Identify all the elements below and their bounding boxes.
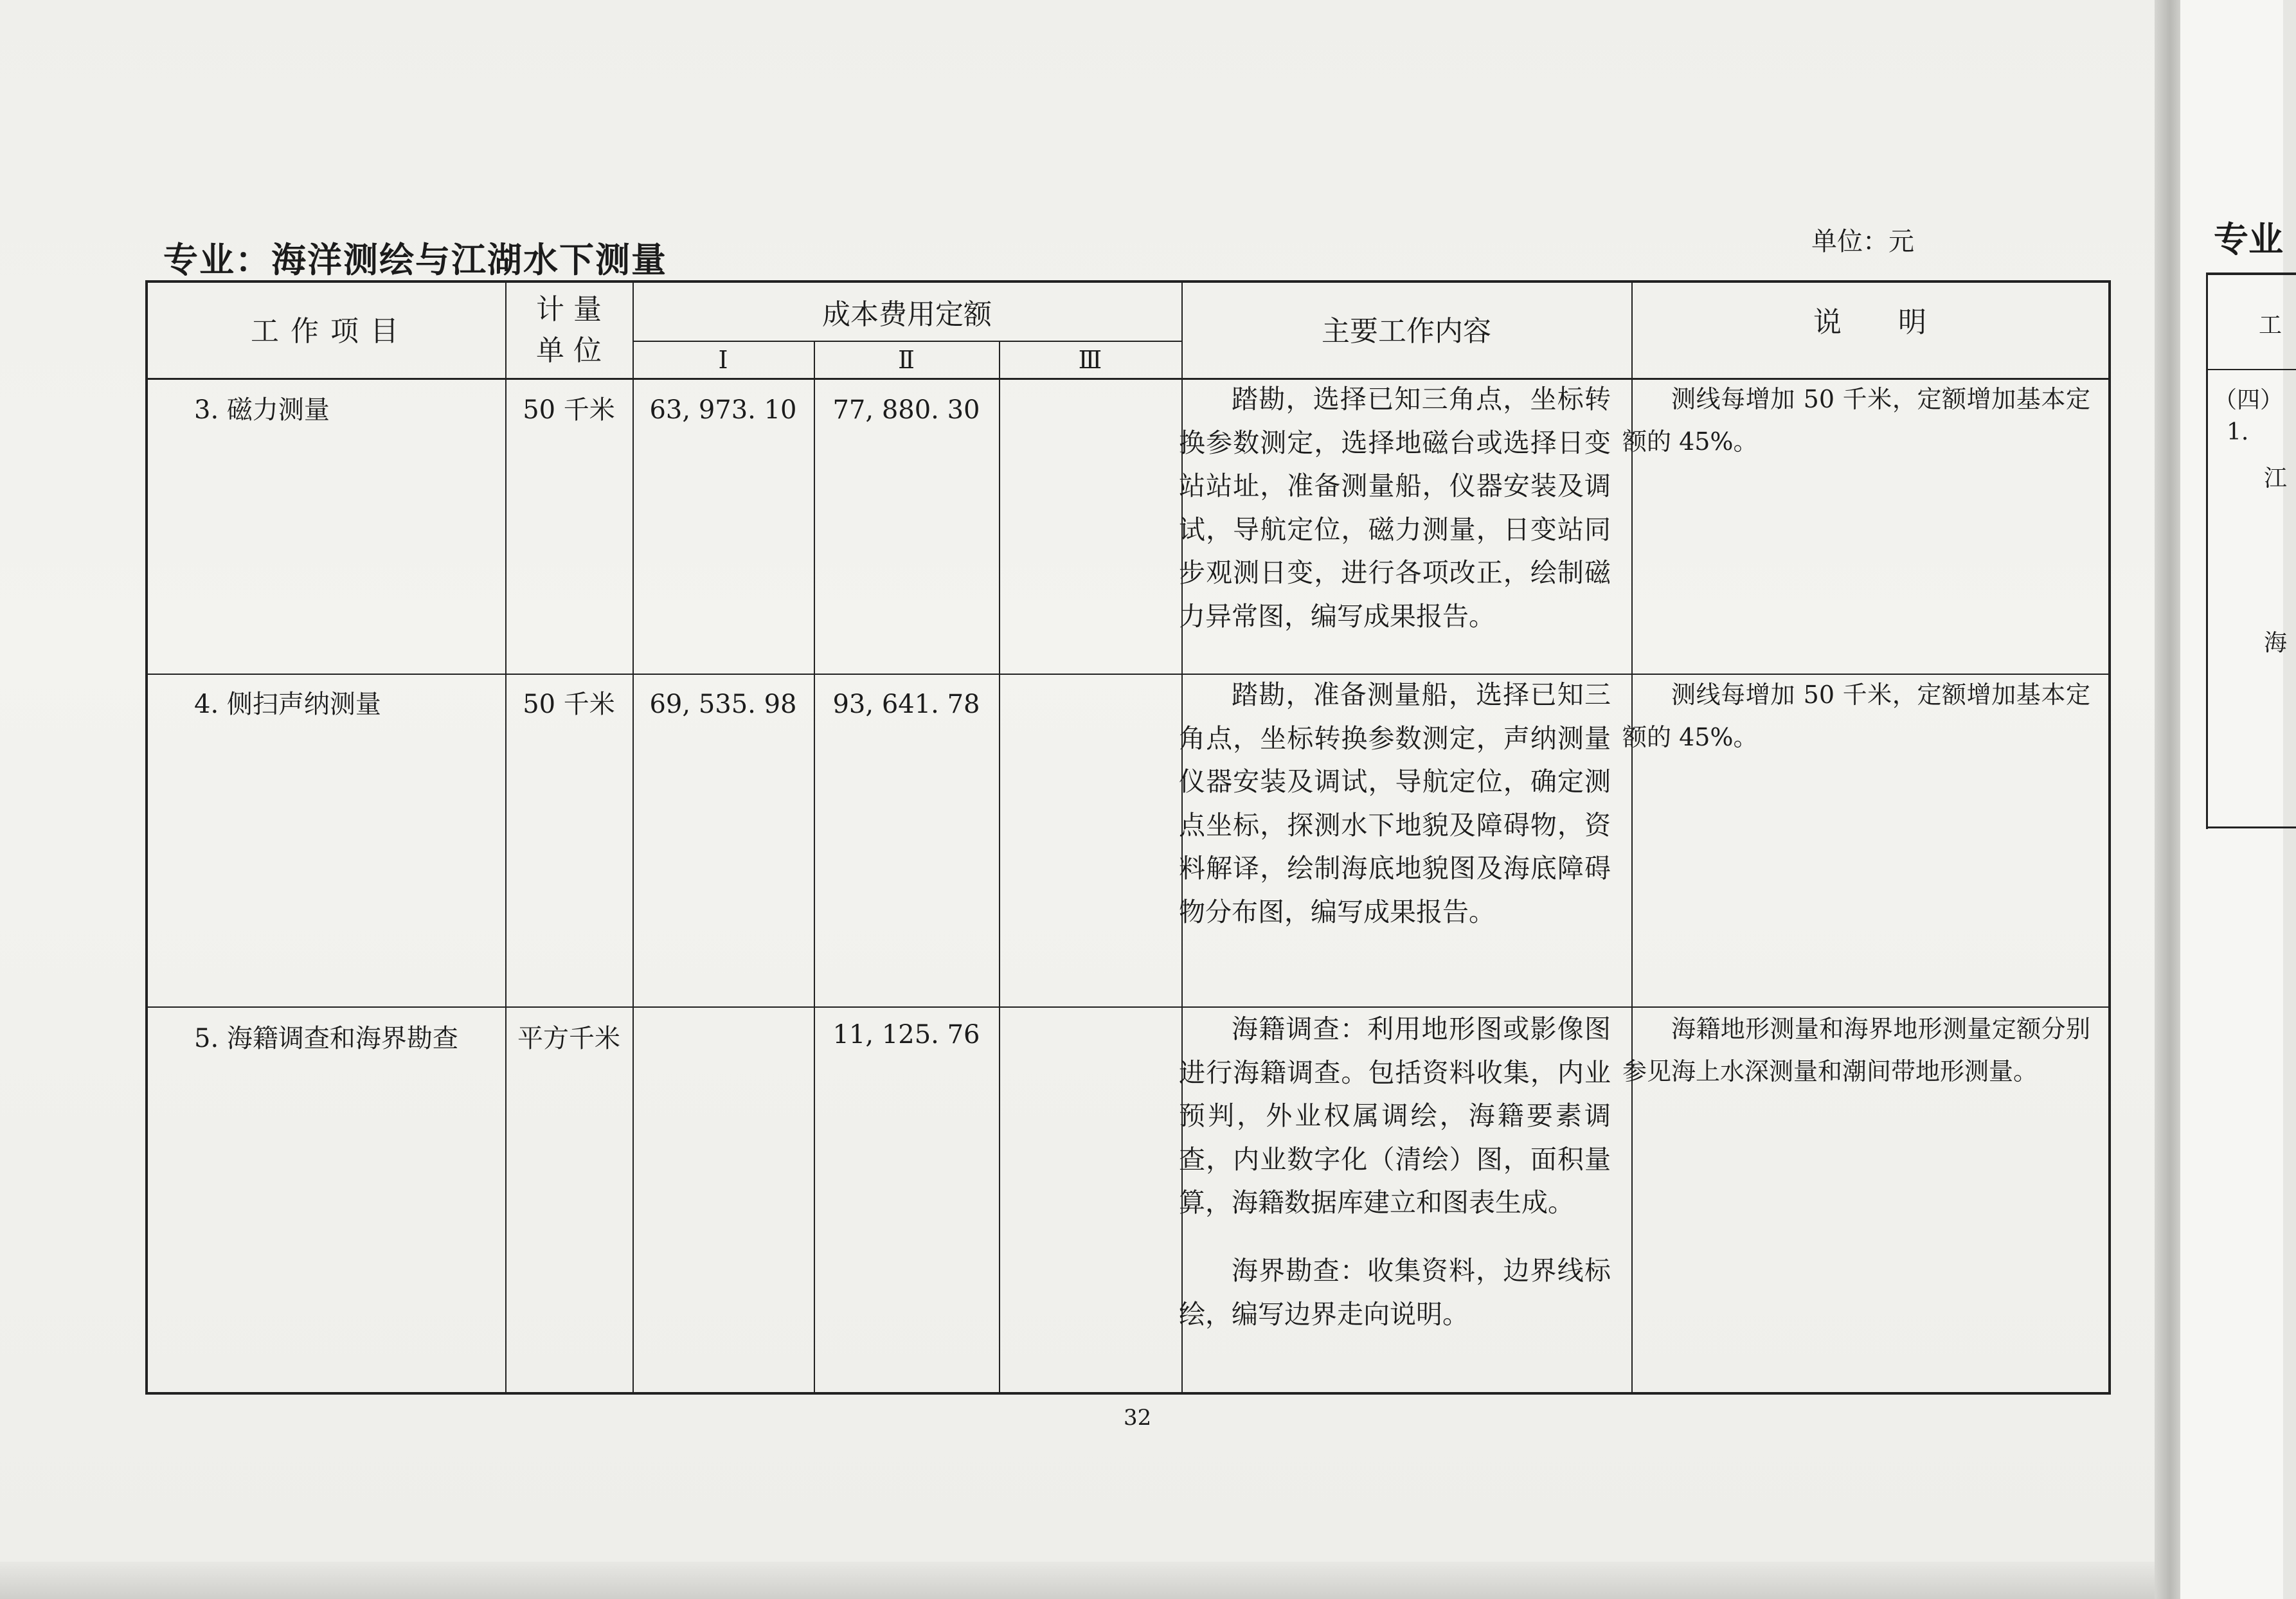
book-gutter [2155,0,2180,1599]
row-content: 海籍调查：利用地形图或影像图进行海籍调查。包括资料收集，内业预判，外业权属调绘，海籍要素调查，内业数字化（清绘）图，面积量算，海籍数据库建立和图表生成。 [1179,1014,1611,1218]
row-content: 踏勘，准备测量船，选择已知三角点，坐标转换参数测定，声纳测量仪器安装及调试，导航定位，确定测点坐标，探测水下地貌及障碍物，资料解译，绘制海底地貌图及海底障碍物分布图，编写成果报告。 [1179,679,1611,927]
row-remark: 测线每增加 50 千米，定额增加基本定额的 45%。 [1622,385,2090,456]
row-grade-1: 69, 535. 98 [649,690,797,719]
page-number: 32 [1124,1405,1152,1431]
page-title: 专业：海洋测绘与江湖水下测量 [163,239,667,280]
right-table-header-line [2206,369,2296,370]
right-section: （四） [2214,387,2284,413]
header-grade-3: Ⅲ [1078,346,1102,374]
page-bottom-shadow [0,1562,2155,1599]
row-grade-2: 77, 880. 30 [832,395,980,425]
col-line [505,280,507,1395]
header-cost-group: 成本费用定额 [822,298,992,331]
right-item: 1. [2227,419,2249,445]
row-unit: 50 千米 [523,690,615,719]
row-content: 踏勘，选择已知三角点，坐标转换参数测定，选择地磁台或选择日变站站址，准备测量船，仪器安装及调试，导航定位，磁力测量，日变站同步观测日变，进行各项改正，绘制磁力异常图，编写成果报告。 [1179,384,1611,632]
table-border-left [145,280,148,1395]
header-grade-2: Ⅱ [898,346,915,374]
row-grade-1: 63, 973. 10 [649,395,797,425]
row-item: 3. 磁力测量 [194,395,330,425]
right-table-border-left [2206,272,2208,829]
row-remark: 海籍地形测量和海界地形测量定额分别参见海上水深测量和潮间带地形测量。 [1622,1015,2090,1085]
right-table-border-top [2206,272,2296,275]
row-item: 5. 海籍调查和海界勘查 [194,1024,458,1053]
col-line [632,280,634,1395]
row-grade-2: 93, 641. 78 [832,690,980,719]
header-unit-line1: 计 量 [536,293,602,326]
header-item: 工 作 项 目 [251,315,400,348]
unit-label: 单位：元 [1811,227,1914,256]
row-line [632,341,1183,342]
col-line [999,341,1000,1395]
row-unit: 平方千米 [517,1024,620,1053]
right-page-title: 专业 [2214,219,2283,260]
row-item: 4. 侧扫声纳测量 [194,690,381,719]
table-border-right [2108,280,2111,1395]
header-remark: 说 明 [1813,306,1926,339]
header-unit-line2: 单 位 [536,334,602,367]
table-border-bottom [145,1392,2111,1395]
row-grade-2: 11, 125. 76 [832,1020,980,1050]
row-remark: 测线每增加 50 千米，定额增加基本定额的 45%。 [1622,681,2090,751]
right-frag: 海 [2264,630,2288,656]
quota-table [145,280,2111,1395]
header-content: 主要工作内容 [1322,315,1491,348]
right-table-border-bottom [2206,826,2296,828]
table-border-top [145,280,2111,283]
right-page-edge [2180,0,2288,1599]
header-grade-1: Ⅰ [718,346,728,374]
row-unit: 50 千米 [523,395,615,425]
right-col-header: 工 [2259,312,2283,339]
row-content: 海界勘查：收集资料，边界线标绘，编写边界走向说明。 [1179,1255,1611,1330]
col-line [814,341,815,1395]
right-frag: 江 [2264,465,2288,492]
